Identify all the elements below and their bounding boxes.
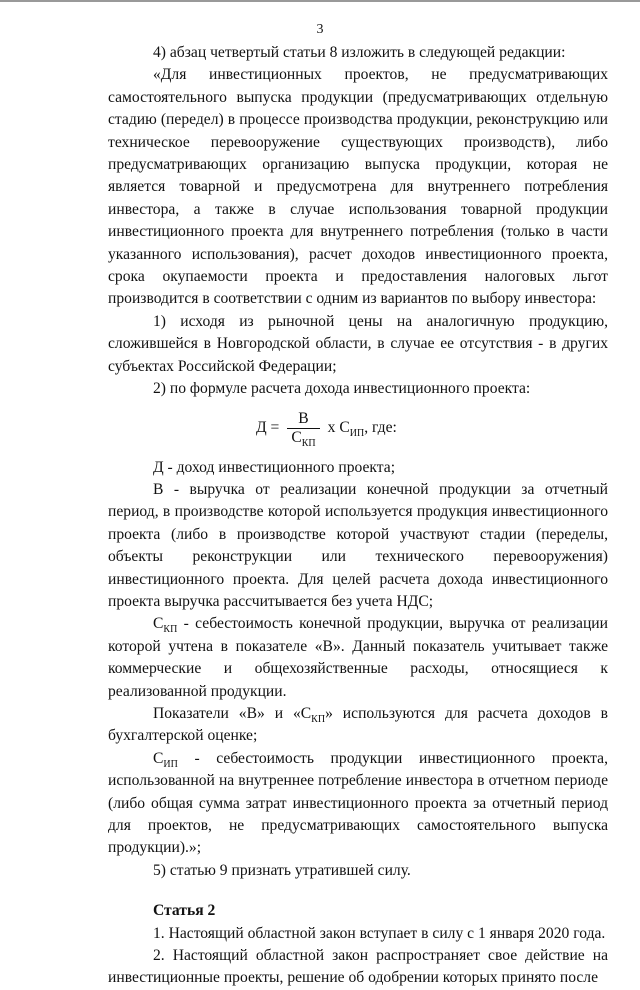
option-1: 1) исходя из рыночной цены на аналогичную продукцию, сложившейся в Новгородской области, в случае ее отсутствия - в других субъектах Российской Федерации; (108, 312, 608, 375)
definition-v: В - выручка от реализации конечной продукции за отчетный период, в производстве которой используется продукция инвестиционного проекта (либо в производстве которой участвуют стадии (переделы, объекты реконструкции или технического перевооружения) инвестиционного проекта. Для целей расчета дохода инвестиционного проекта выручка рассчитывается без учета НДС; (108, 480, 608, 610)
article-2-point-2: 2. Настоящий областной закон распространяет свое действие на инвестиционные проекты, решение об одобрении которых принято после (108, 947, 608, 987)
amendment-intro: 4) абзац четвертый статьи 8 изложить в следующей редакции: (153, 44, 566, 61)
cip-text: - себестоимость продукции инвестиционного проекта, использованной на внутреннее потребление инвестора в отчетном периоде (либо общая сумма затрат инвестиционного проекта за отчетный период для проектов, не предусматривающих самостоятельного выпуска продукции).»; (108, 749, 608, 857)
article-2-title: Статья 2 (153, 902, 216, 920)
formula-multiplier (328, 417, 397, 439)
formula-den-subscript: КП (301, 438, 316, 450)
ckp-text: - себестоимость конечной продукции, выручка от реализации которой учтена в показателе «В». Данный показатель учитывает также коммерческие и общехозяйственные расходы, относящиеся к реализованной продукции. (108, 615, 608, 700)
scan-edge-line (0, 0, 640, 2)
definition-ckp (108, 613, 608, 703)
formula-lhs: Д = (256, 419, 280, 437)
ckp-symbol: С (153, 615, 164, 633)
indicators-text-b: » используются для расчета доходов в бухгалтерской оценке; (108, 704, 609, 745)
article-2-point-1: 1. Настоящий областной закон вступает в силу с 1 января 2020 года. (153, 924, 606, 942)
document-body (108, 42, 608, 990)
indicators-paragraph (108, 703, 608, 748)
indicators-text-a: Показатели «В» и «С (153, 704, 312, 722)
page-number: 3 (316, 22, 324, 37)
ckp-subscript: КП (163, 624, 178, 636)
indicators-subscript: КП (311, 714, 326, 726)
quoted-paragraph: «Для инвестиционных проектов, не предусматривающих самостоятельного выпуска продукции (предусматривающих отдельную стадию (передел) в процессе производства продукции, реконструкцию или техническое перевооружение существующих производств), либо предусматривающих организацию выпуска продукции, которая не является товарной и предусмотрена для внутреннего потребления инвестора, а также в случае использования товарной продукции инвестиционного проекта для внутреннего потребления (только в части указанного использования), расчет доходов инвестиционного проекта, срока окупаемости проекта и предоставления налоговых льгот производится в соответствии с одним из вариантов по выбору инвестора: (108, 66, 608, 308)
cip-subscript: ИП (163, 758, 178, 770)
formula-where: , где: (364, 419, 397, 437)
formula-den-symbol: С (291, 429, 302, 446)
formula-fraction (287, 410, 319, 450)
income-formula (256, 407, 608, 451)
definition-d: Д - доход инвестиционного проекта; (153, 458, 396, 476)
formula-times-subscript: ИП (349, 428, 365, 440)
item-5: 5) статью 9 признать утратившей силу. (153, 861, 411, 879)
formula-times-symbol: х С (327, 419, 350, 437)
cip-symbol: С (153, 749, 164, 767)
definition-cip (108, 748, 608, 860)
option-2: 2) по формуле расчета дохода инвестиционного проекта: (153, 380, 531, 398)
formula-denominator (287, 428, 319, 450)
formula-numerator: В (298, 410, 309, 427)
